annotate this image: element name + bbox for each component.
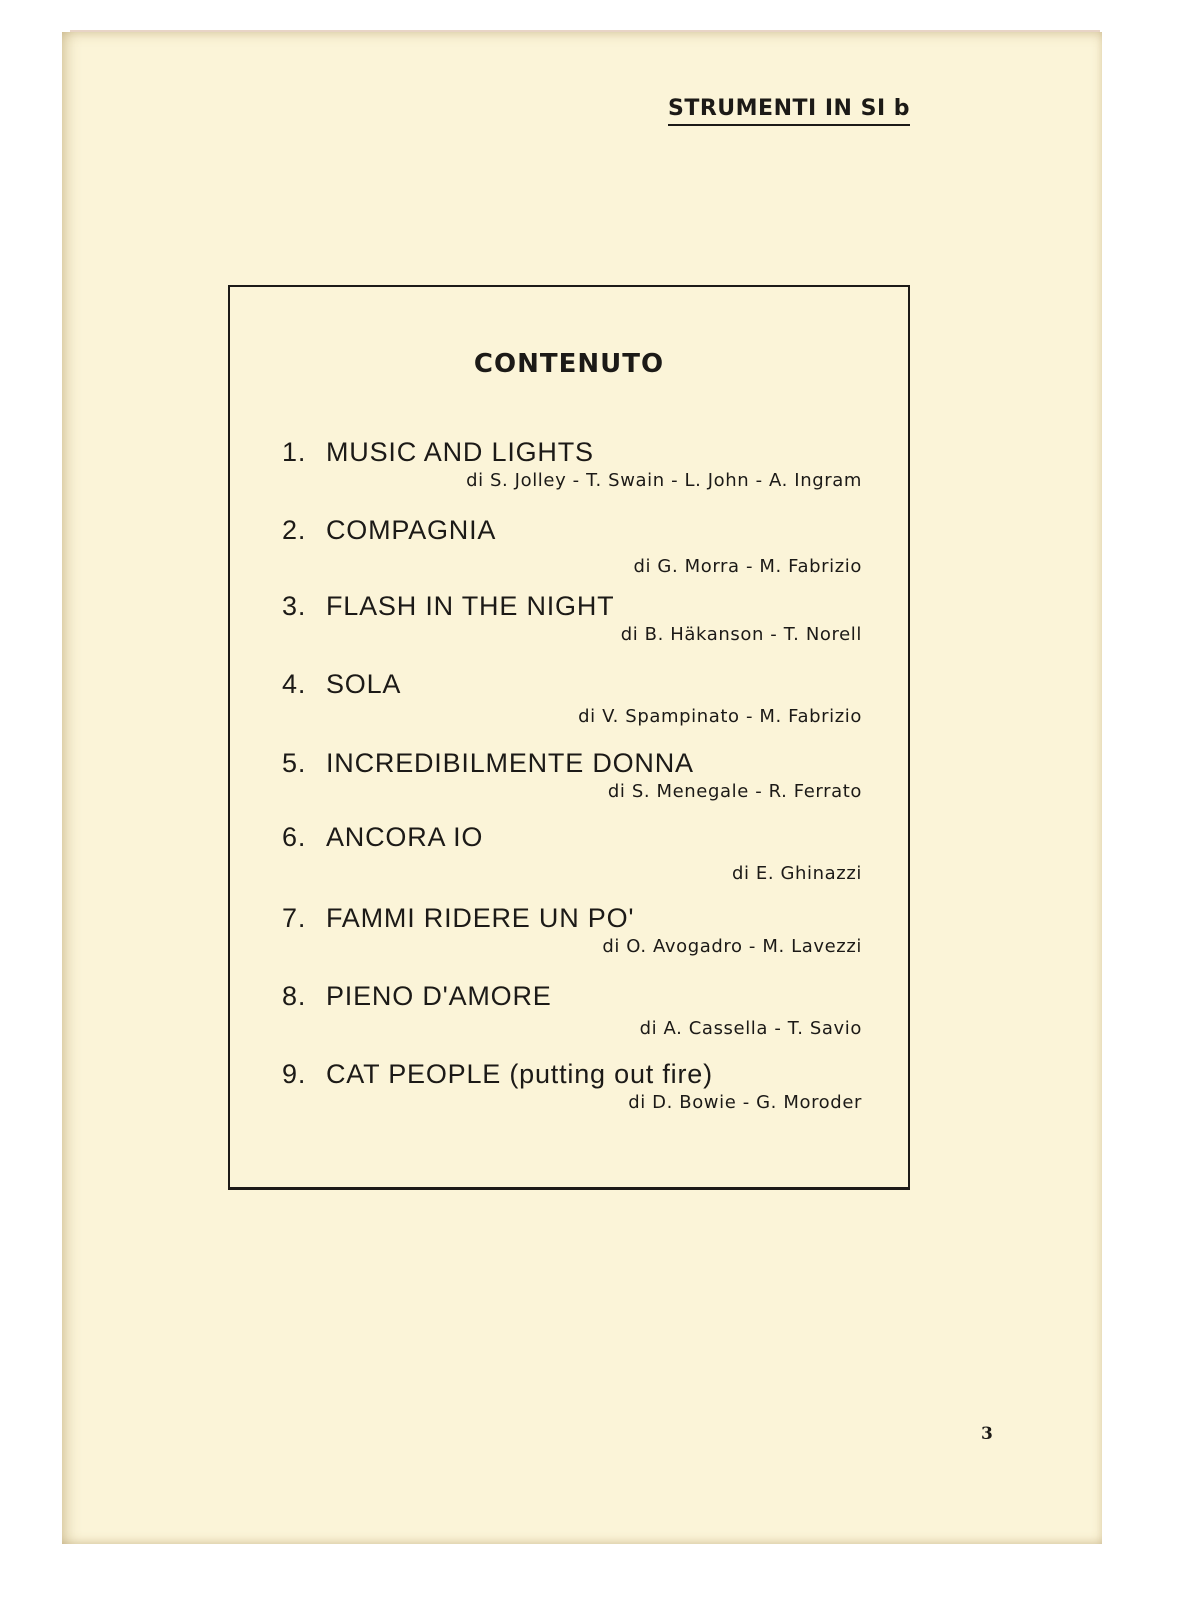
toc-entry (282, 822, 862, 884)
entry-number: 1. (282, 437, 307, 467)
entry-number: 8. (282, 981, 307, 1011)
entry-title: FAMMI RIDERE UN PO' (326, 903, 635, 933)
entry-number: 7. (282, 903, 307, 933)
entry-authors: di S. Menegale - R. Ferrato (607, 781, 862, 802)
entry-number: 6. (282, 822, 307, 852)
entry-authors: di D. Bowie - G. Moroder (628, 1092, 862, 1113)
entry-number: 4. (282, 669, 307, 699)
entry-title: MUSIC AND LIGHTS (326, 437, 594, 467)
entry-number: 9. (282, 1059, 307, 1089)
toc-entry (282, 515, 862, 577)
entry-authors: di B. Häkanson - T. Norell (620, 624, 862, 645)
table-of-contents-box (228, 285, 910, 1190)
toc-entry (282, 981, 862, 1039)
entry-number: 2. (282, 515, 307, 545)
toc-entry (282, 1059, 862, 1113)
entry-title: FLASH IN THE NIGHT (326, 591, 615, 621)
entry-number: 5. (282, 748, 307, 778)
entry-authors: di O. Avogadro - M. Lavezzi (602, 936, 862, 957)
entry-authors: di V. Spampinato - M. Fabrizio (578, 706, 862, 727)
toc-entry (282, 437, 862, 491)
toc-entry (282, 591, 862, 645)
entry-title: COMPAGNIA (326, 515, 497, 545)
entry-authors: di A. Cassella - T. Savio (639, 1018, 862, 1039)
entry-title: CAT PEOPLE (putting out fire) (326, 1059, 713, 1089)
entry-authors: di S. Jolley - T. Swain - L. John - A. Ingram (466, 470, 862, 491)
entry-title: ANCORA IO (326, 822, 484, 852)
entry-title: INCREDIBILMENTE DONNA (326, 748, 694, 778)
toc-entry (282, 748, 862, 802)
toc-entry (282, 669, 862, 727)
entry-authors: di E. Ghinazzi (731, 863, 862, 884)
entry-title: PIENO D'AMORE (326, 981, 552, 1011)
entry-number: 3. (282, 591, 307, 621)
entry-authors: di G. Morra - M. Fabrizio (633, 556, 862, 577)
toc-title: CONTENUTO (473, 349, 665, 379)
page-number: 3 (981, 1424, 993, 1444)
section-label: STRUMENTI IN SI b (668, 96, 910, 126)
entry-title: SOLA (326, 669, 402, 699)
toc-entry (282, 903, 862, 957)
